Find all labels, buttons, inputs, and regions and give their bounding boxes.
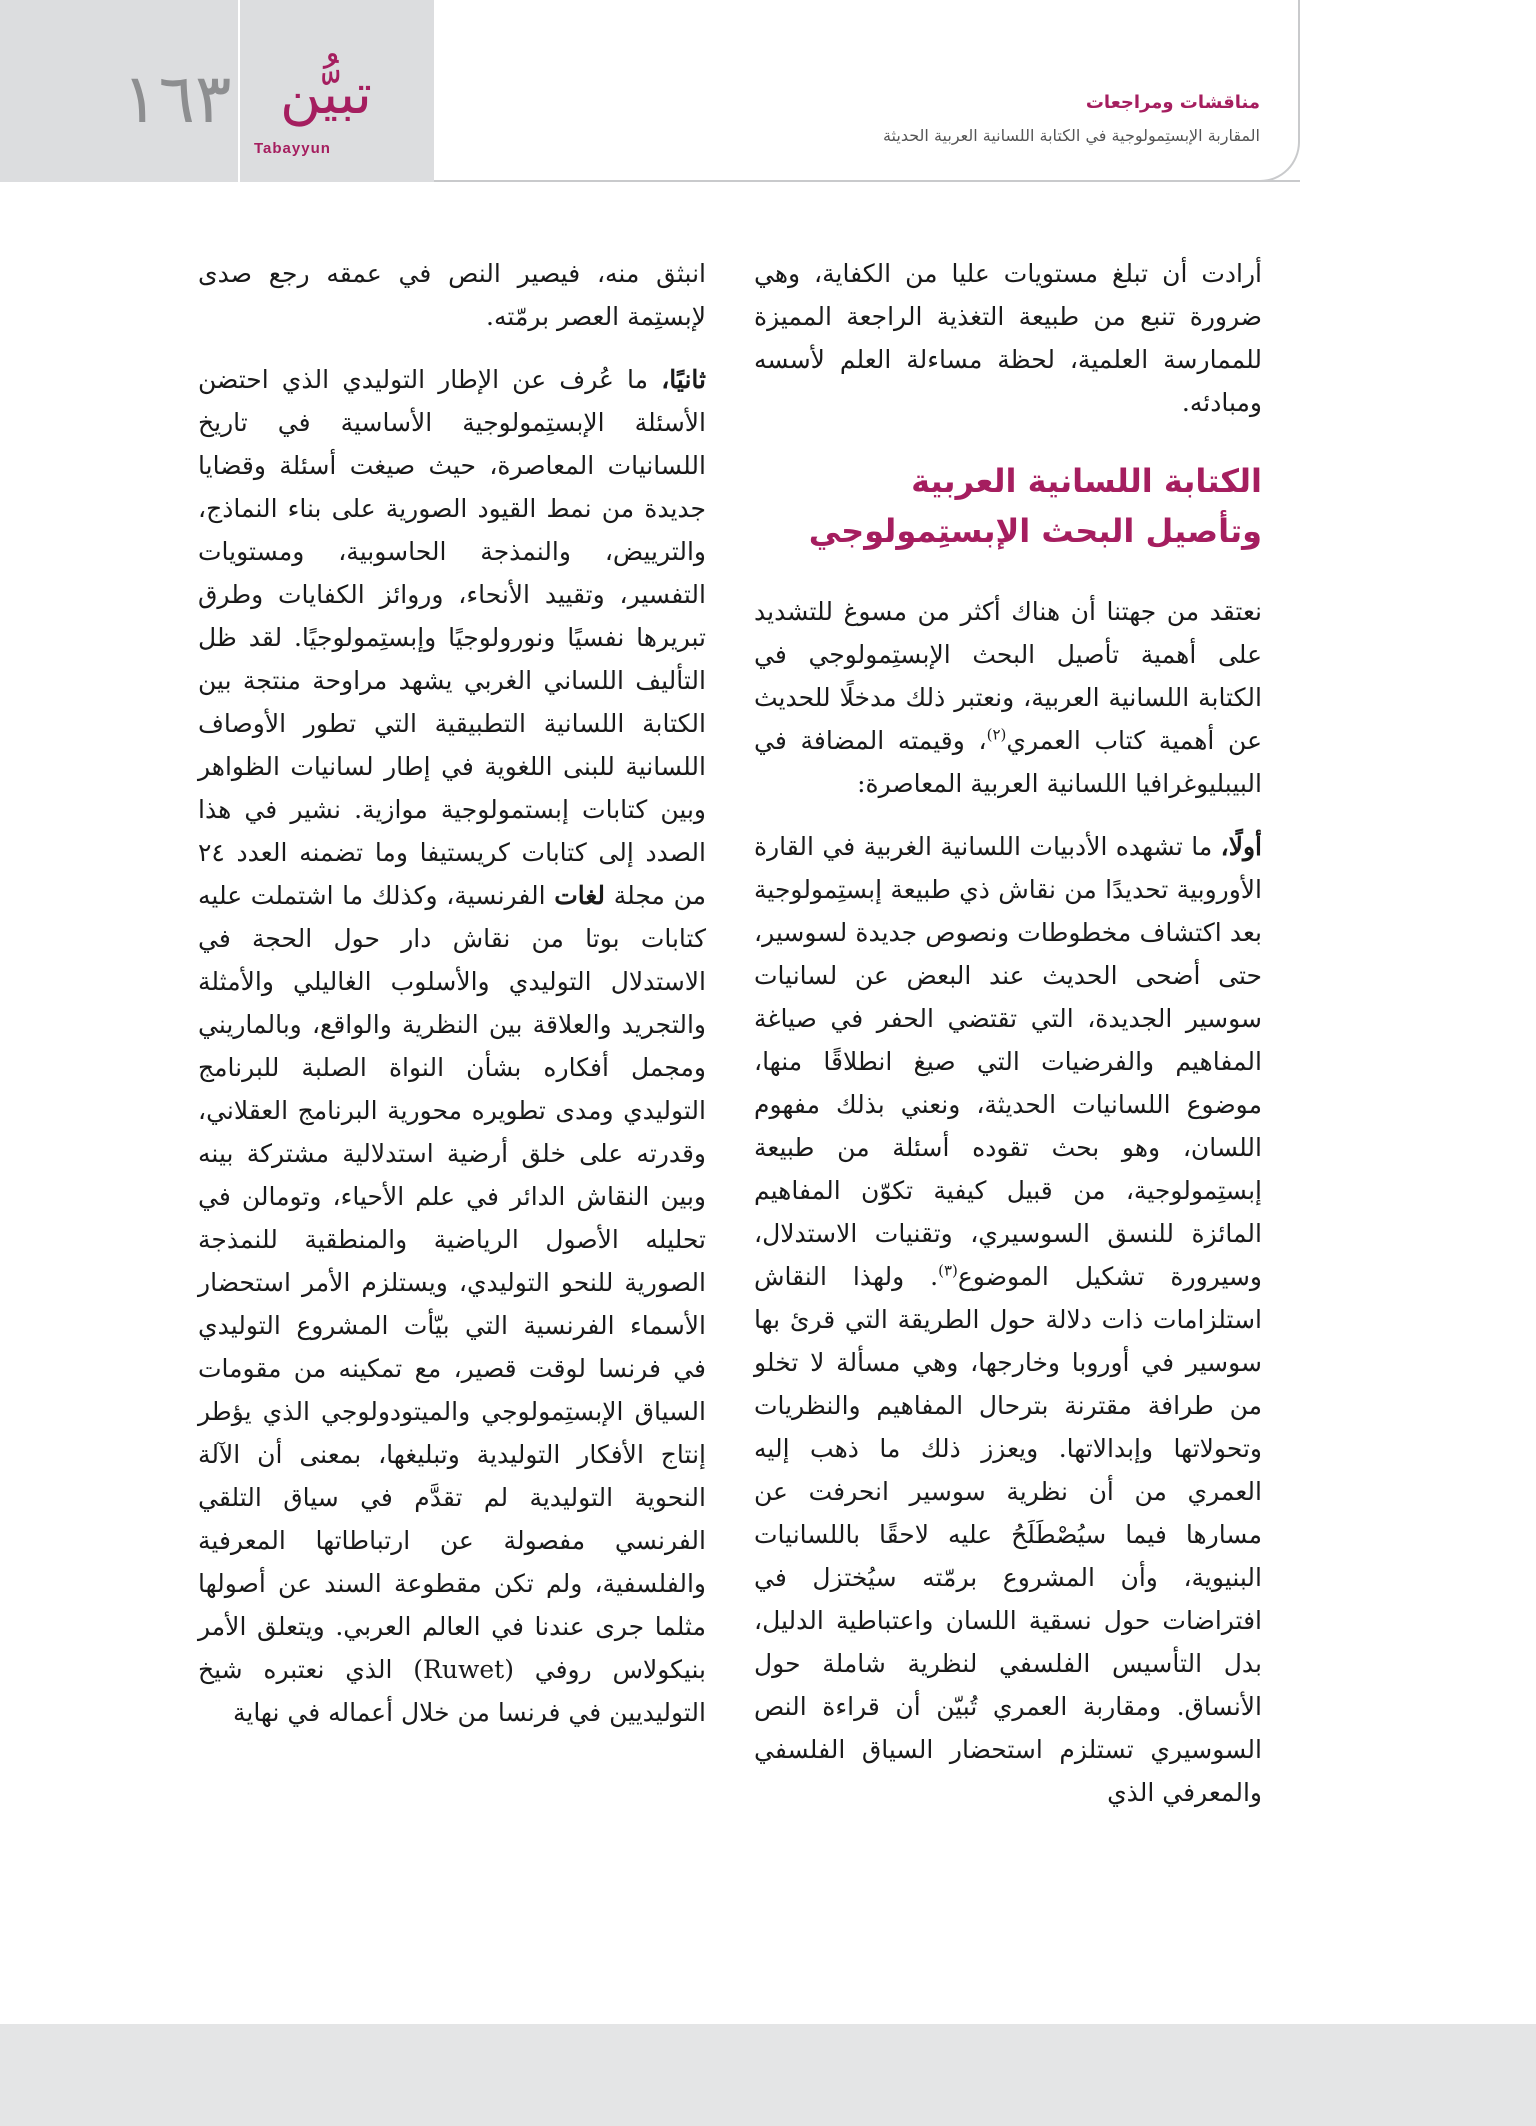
journal-name: لغات — [554, 881, 606, 910]
header-rule — [434, 180, 1300, 182]
paragraph-text: ما عُرف عن الإطار التوليدي الذي احتضن الأسئلة الإبستِمولوجية الأساسية في تاريخ اللسانيات المعاصرة، حيث صيغت أسئلة وقضايا جديدة من نمط القيود الصورية على بناء النماذج، والترييض، والنمذجة الحاسوبية، ومستويات التفسير، وتقييد الأنحاء، وروائز الكفايات وطرق تبريرها نفسيًا ونورولوجيًا وإبستِمولوجيًا. لقد ظل التأليف اللساني الغربي يشهد مراوحة منتجة بين الكتابة اللسانية التطبيقية التي تطور الأوصاف اللسانية للبنى اللغوية في إطار لسانيات الظواهر وبين كتابات إبستمولوجية موازية. نشير في هذا الصدد إلى كتابات كريستيفا وما تضمنه العدد ٢٤ من مجلة — [198, 365, 706, 910]
right-column — [754, 252, 1262, 1834]
paragraph-lead: أولًا، — [1220, 832, 1262, 861]
footnote-ref[interactable]: (٣) — [938, 1261, 958, 1280]
heading-line: الكتابة اللسانية العربية — [911, 462, 1262, 500]
logo-latin: Tabayyun — [254, 140, 331, 157]
paragraph-lead: ثانيًا، — [661, 365, 706, 394]
paragraph-text: . ولهذا النقاش استلزامات ذات دلالة حول الطريقة التي قرئ بها سوسير في أوروبا وخارجها، وهي مسألة لا تخلو من طرافة مقترنة بترحال المفاهيم والنظريات وتحولاتها وإبدالاتها. ويعزز ذلك ما ذهب إليه العمري من أن نظرية سوسير انحرفت عن مسارها فيما سيُصْطَلَحُ عليه لاحقًا باللسانيات البنيوية، وأن المشروع برمّته سيُختزل في افتراضات حول نسقية اللسان واعتباطية الدليل، بدل التأسيس الفلسفي لنظرية شاملة حول الأنساق. ومقاربة العمري تُبيّن أن قراءة النص السوسيري تستلزم استحضار السياق الفلسفي والمعرفي الذي — [754, 1262, 1262, 1807]
header-corner — [1248, 0, 1300, 182]
section-label: مناقشات ومراجعات — [1085, 92, 1260, 113]
page-number: ١٦٣ — [122, 60, 232, 139]
paragraph-text: نعتقد من جهتنا أن هناك أكثر من مسوغ للتشديد على أهمية تأصيل البحث الإبستِمولوجي في الكتابة اللسانية العربية، ونعتبر ذلك مدخلًا للحديث عن أهمية كتاب العمري — [754, 597, 1262, 755]
paragraph-text: ما تشهده الأدبيات اللسانية الغربية في القارة الأوروبية تحديدًا من نقاش ذي طبيعة إبستِمولوجية بعد اكتشاف مخطوطات ونصوص جديدة لسوسير، حتى أضحى الحديث عند البعض عن لسانيات سوسير الجديدة، التي تقتضي الحفر في صياغة المفاهيم والفرضيات التي صيغ انطلاقًا منها، موضوع اللسانيات الحديثة، ونعني بذلك مفهوم اللسان، وهو بحث تقوده أسئلة من طبيعة إبستِمولوجية، من قبيل كيفية تكوّن المفاهيم المائزة للنسق السوسيري، وتقنيات الاستدلال، وسيرورة تشكيل الموضوع — [754, 832, 1263, 1291]
section-heading — [754, 456, 1262, 556]
heading-line: وتأصيل البحث الإبستِمولوجي — [808, 512, 1262, 550]
header-divider — [238, 0, 240, 182]
header-gray-block — [0, 0, 434, 182]
paragraph: انبثق منه، فيصير النص في عمقه رجع صدى لإبستِمة العصر برمّته. — [198, 259, 706, 331]
running-title: المقاربة الإبستِمولوجية في الكتابة اللسانية العربية الحديثة — [882, 126, 1260, 145]
logo-arabic: تبيُّن — [280, 62, 373, 127]
left-column — [198, 252, 706, 1754]
paragraph — [754, 825, 1262, 1814]
footnote-ref[interactable]: (٢) — [986, 725, 1007, 744]
paragraph — [198, 358, 706, 1734]
journal-logo — [250, 62, 410, 172]
paragraph-text: الفرنسية، وكذلك ما اشتملت عليه كتابات بوتا من نقاش دار حول الحجة في الاستدلال التوليدي والأسلوب الغاليلي والأمثلة والتجريد والعلاقة بين النظرية والواقع، وبالماريني ومجمل أفكاره بشأن النواة الصلبة للبرنامج التوليدي ومدى تطويره محورية البرنامج العقلاني، وقدرته على خلق أرضية استدلالية مشتركة بينه وبين النقاش الدائر في علم الأحياء، وتومالن في تحليله الأصول الرياضية والمنطقية للنمذجة الصورية للنحو التوليدي، ويستلزم الأمر استحضار الأسماء الفرنسية التي بيّأت المشروع التوليدي في فرنسا لوقت قصير، مع تمكينه من مقومات السياق الإبستِمولوجي والميتودولوجي الذي يؤطر إنتاج الأفكار التوليدية وتبليغها، بمعنى أن الآلة النحوية التوليدية لم تقدَّم في سياق التلقي الفرنسي مفصولة عن ارتباطاتها المعرفية والفلسفية، ولم تكن مقطوعة السند عن أصولها مثلما جرى عندنا في العالم العربي. ويتعلق الأمر بنيكولاس روفي (Ruwet) الذي نعتبره شيخ التوليديين في فرنسا من خلال أعماله في نهاية — [198, 881, 706, 1727]
paragraph — [754, 590, 1262, 805]
footer-band — [0, 2024, 1536, 2126]
paragraph: أرادت أن تبلغ مستويات عليا من الكفاية، وهي ضرورة تنبع من طبيعة التغذية الراجعة المميزة للممارسة العلمية، لحظة مساءلة العلم لأسسه ومبادئه. — [754, 259, 1262, 417]
paragraph-text: ، وقيمته المضافة في البيبليوغرافيا اللسانية العربية المعاصرة: — [754, 726, 1262, 798]
